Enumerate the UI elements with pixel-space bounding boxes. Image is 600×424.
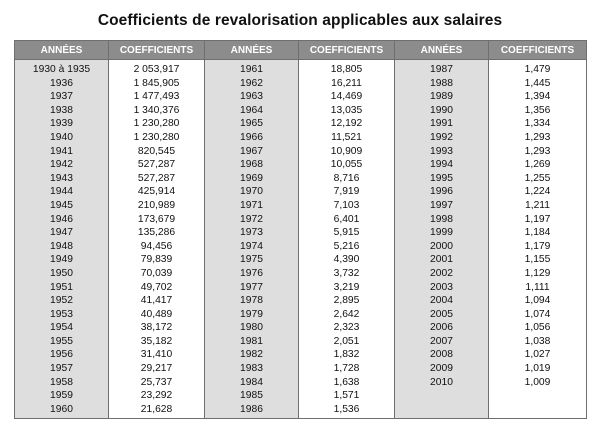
coefficient-value: 5,915 — [333, 227, 360, 239]
coefficient-value: 2,323 — [333, 322, 360, 334]
year-value: 1986 — [240, 403, 263, 415]
coefficient-value: 1,269 — [524, 159, 551, 171]
coefficient-value: 3,219 — [333, 281, 360, 293]
coefficient-value: 6,401 — [333, 213, 360, 225]
year-value: 2010 — [430, 376, 453, 388]
page-title: Coefficients de revalorisation applicables aux salaires — [97, 12, 503, 29]
year-value: 1996 — [430, 186, 453, 198]
year-value: 1965 — [240, 118, 263, 130]
coefficient-value: 1,479 — [524, 64, 551, 75]
year-value: 1972 — [240, 213, 263, 225]
year-value: 1954 — [50, 322, 73, 334]
year-value: 1960 — [50, 403, 73, 415]
coefficient-value: 1 230,280 — [133, 131, 180, 143]
coefficient-value: 1,074 — [524, 308, 551, 320]
year-value: 1982 — [240, 349, 263, 361]
year-value: 1993 — [430, 145, 453, 157]
coefficient-value: 1,334 — [524, 118, 551, 130]
coefficient-value: 2,642 — [333, 308, 360, 320]
year-value: 1989 — [430, 91, 453, 103]
coefficient-value: 10,909 — [330, 145, 363, 157]
year-value: 1946 — [50, 213, 73, 225]
header-coefficients-1: COEFFICIENTS — [109, 41, 205, 60]
coefficients-column — [109, 60, 204, 416]
coefficient-value: 7,919 — [333, 186, 360, 198]
header-row — [15, 41, 587, 60]
year-value: 1979 — [240, 308, 263, 320]
revalorisation-table — [14, 40, 587, 419]
coefficient-value: 38,172 — [140, 322, 173, 334]
coefficient-value: 23,292 — [140, 390, 173, 402]
coefficient-value: 40,489 — [140, 308, 173, 320]
coefficient-value: 1,027 — [524, 349, 551, 361]
coefficient-value: 10,055 — [330, 159, 363, 171]
coefficient-value: 1,832 — [333, 349, 360, 361]
year-value: 1984 — [240, 376, 263, 388]
coefficient-value: 1,356 — [524, 104, 551, 116]
coefficient-value: 1,728 — [333, 363, 360, 375]
coefficient-value: 820,545 — [137, 145, 176, 157]
coefficient-value: 70,039 — [140, 267, 173, 279]
years-column — [205, 60, 298, 416]
year-value: 1949 — [50, 254, 73, 266]
coefficient-value: 1,445 — [524, 77, 551, 89]
year-value: 2008 — [430, 349, 453, 361]
coefficient-value: 1,038 — [524, 335, 551, 347]
coefficient-value: 1,536 — [333, 403, 360, 415]
coefficient-value: 2,051 — [333, 335, 360, 347]
year-value: 1947 — [50, 227, 73, 239]
coefficient-value: 18,805 — [330, 64, 363, 75]
year-value: 2005 — [430, 308, 453, 320]
coefficient-value: 3,732 — [333, 267, 360, 279]
year-value: 2007 — [430, 335, 453, 347]
coefficient-value: 1,179 — [524, 240, 551, 252]
year-value: 1940 — [50, 131, 73, 143]
coefficient-value: 1,094 — [524, 295, 551, 307]
coefficient-value: 135,286 — [137, 227, 176, 239]
year-value: 1948 — [50, 240, 73, 252]
year-value: 1941 — [50, 145, 73, 157]
year-value: 1950 — [50, 267, 73, 279]
year-value: 1956 — [50, 349, 73, 361]
year-value: 2002 — [430, 267, 453, 279]
year-value: 1945 — [50, 199, 73, 211]
coefficient-value: 49,702 — [140, 281, 173, 293]
coefficient-value: 31,410 — [140, 349, 173, 361]
coefficient-value: 527,287 — [137, 172, 176, 184]
coefficient-value: 2 053,917 — [133, 64, 180, 75]
year-value: 1957 — [50, 363, 73, 375]
year-value: 1990 — [430, 104, 453, 116]
year-value: 2000 — [430, 240, 453, 252]
coefficient-value: 1,111 — [525, 281, 550, 293]
coefficient-value: 12,192 — [330, 118, 363, 130]
year-value: 2003 — [430, 281, 453, 293]
year-value: 1975 — [240, 254, 263, 266]
coefficient-value: 1 230,280 — [133, 118, 180, 130]
year-value: 1963 — [240, 91, 263, 103]
year-value: 1968 — [240, 159, 263, 171]
year-value: 1930 à 1935 — [32, 64, 91, 75]
coefficient-value: 16,211 — [331, 77, 362, 89]
coefficient-value: 7,103 — [333, 199, 360, 211]
coefficient-value: 1,224 — [524, 186, 551, 198]
coefficient-value: 94,456 — [140, 240, 173, 252]
year-value: 1962 — [240, 77, 263, 89]
coefficient-value: 5,216 — [333, 240, 360, 252]
year-value: 1985 — [240, 390, 263, 402]
year-value: 1966 — [240, 131, 263, 143]
year-value: 1994 — [430, 159, 453, 171]
year-value: 1942 — [50, 159, 73, 171]
coefficient-value: 11,521 — [331, 131, 362, 143]
year-value: 1988 — [430, 77, 453, 89]
coefficient-value: 1,155 — [524, 254, 551, 266]
coefficient-value: 13,035 — [330, 104, 363, 116]
year-value: 1970 — [240, 186, 263, 198]
year-value: 1981 — [240, 335, 263, 347]
year-value: 1976 — [240, 267, 263, 279]
coefficient-value: 1,571 — [333, 390, 360, 402]
year-value: 1973 — [240, 227, 263, 239]
coefficients-column — [489, 60, 586, 389]
year-value: 1997 — [430, 199, 453, 211]
coefficient-value: 1 340,376 — [133, 104, 180, 116]
year-value: 1980 — [240, 322, 263, 334]
year-value: 1983 — [240, 363, 263, 375]
year-value: 1951 — [50, 281, 73, 293]
coefficient-value: 21,628 — [140, 403, 173, 415]
coefficient-value: 1 477,493 — [133, 91, 180, 103]
coefficient-value: 1 845,905 — [133, 77, 180, 89]
coefficient-value: 210,989 — [137, 199, 176, 211]
year-value: 1967 — [240, 145, 263, 157]
coefficient-value: 2,895 — [333, 295, 360, 307]
coefficient-value: 1,056 — [524, 322, 551, 334]
coefficient-value: 1,184 — [524, 227, 551, 239]
year-value: 1944 — [50, 186, 73, 198]
year-value: 1991 — [430, 118, 453, 130]
year-value: 2009 — [430, 363, 453, 375]
year-value: 1998 — [430, 213, 453, 225]
coefficient-value: 527,287 — [137, 159, 176, 171]
coefficient-value: 4,390 — [333, 254, 360, 266]
coefficient-value: 1,197 — [524, 213, 551, 225]
coefficient-value: 1,211 — [524, 199, 550, 211]
coefficient-value: 1,638 — [333, 376, 360, 388]
year-value: 1953 — [50, 308, 73, 320]
years-column — [395, 60, 488, 389]
year-value: 1964 — [240, 104, 263, 116]
year-value: 1939 — [50, 118, 73, 130]
year-value: 1955 — [50, 335, 73, 347]
coefficient-value: 8,716 — [333, 172, 360, 184]
year-value: 1958 — [50, 376, 73, 388]
coefficients-column — [299, 60, 394, 416]
year-value: 1987 — [430, 64, 453, 75]
coefficient-value: 425,914 — [137, 186, 176, 198]
year-value: 1974 — [240, 240, 263, 252]
header-coefficients-2: COEFFICIENTS — [299, 41, 395, 60]
coefficient-value: 1,009 — [524, 376, 551, 388]
header-coefficients-3: COEFFICIENTS — [489, 41, 587, 60]
year-value: 1995 — [430, 172, 453, 184]
coefficient-value: 1,129 — [524, 267, 551, 279]
year-value: 1959 — [50, 390, 73, 402]
coefficient-value: 1,255 — [524, 172, 551, 184]
coefficient-value: 29,217 — [140, 363, 173, 375]
year-value: 2001 — [430, 254, 453, 266]
year-value: 1969 — [240, 172, 263, 184]
year-value: 1952 — [50, 295, 73, 307]
coefficient-value: 173,679 — [137, 213, 176, 225]
coefficient-value: 41,417 — [140, 295, 173, 307]
year-value: 1936 — [50, 77, 73, 89]
coefficient-value: 25,737 — [140, 376, 173, 388]
year-value: 1992 — [430, 131, 453, 143]
year-value: 2004 — [430, 295, 453, 307]
years-column — [15, 60, 108, 416]
coefficient-value: 79,839 — [140, 254, 173, 266]
year-value: 2006 — [430, 322, 453, 334]
year-value: 1938 — [50, 104, 73, 116]
year-value: 1978 — [240, 295, 263, 307]
coefficient-value: 1,293 — [524, 145, 551, 157]
coefficient-value: 1,293 — [524, 131, 551, 143]
header-years-1: ANNÉES — [15, 41, 109, 60]
year-value: 1971 — [240, 199, 263, 211]
coefficient-value: 35,182 — [140, 335, 173, 347]
coefficient-value: 14,469 — [330, 91, 363, 103]
year-value: 1977 — [240, 281, 263, 293]
header-years-3: ANNÉES — [395, 41, 489, 60]
header-years-2: ANNÉES — [205, 41, 299, 60]
year-value: 1999 — [430, 227, 453, 239]
coefficient-value: 1,019 — [524, 363, 551, 375]
data-row — [15, 60, 587, 419]
year-value: 1937 — [50, 91, 73, 103]
year-value: 1943 — [50, 172, 73, 184]
year-value: 1961 — [240, 64, 263, 75]
coefficient-value: 1,394 — [524, 91, 551, 103]
